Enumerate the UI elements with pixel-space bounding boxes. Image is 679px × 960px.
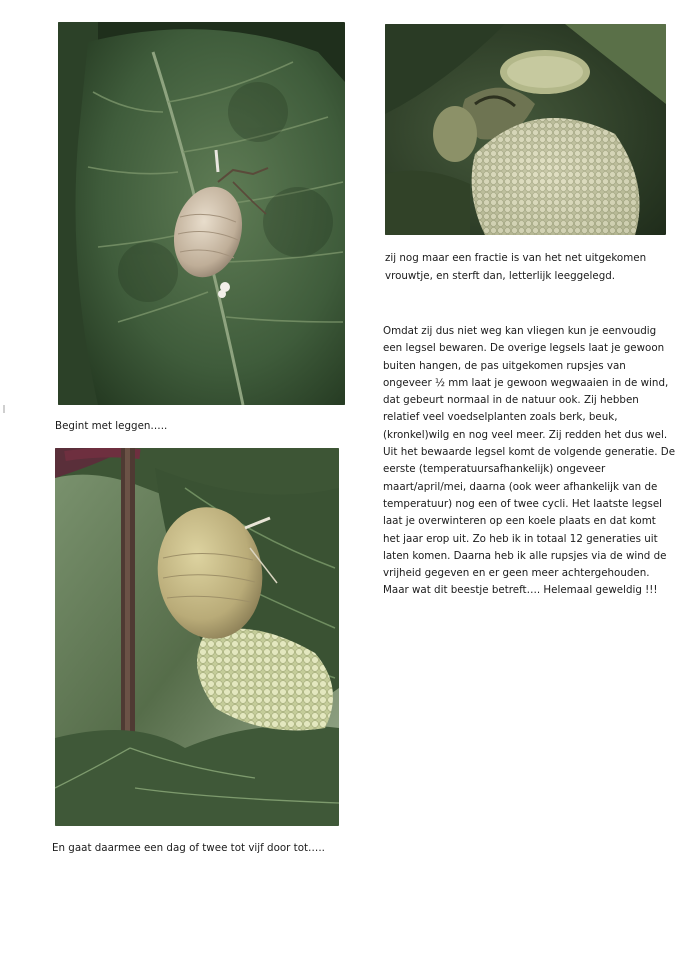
- body-line: laten komen. Daarna heb ik alle rupsjes via de wind de: [383, 549, 667, 562]
- body-line: buiten hangen, de pas uitgekomen rupsjes van: [383, 359, 626, 372]
- moth-laying-eggs-photo-icon: [55, 448, 339, 826]
- caption-line: vrouwtje, en sterft dan, letterlijk leeggelegd.: [385, 269, 616, 282]
- moth-on-leaf-photo-icon: [58, 22, 345, 405]
- body-paragraph: [383, 323, 675, 600]
- photo-moth-with-eggs: [385, 24, 666, 235]
- moth-with-eggs-photo-icon: [385, 24, 666, 235]
- body-line: relatief veel voedselplanten zoals berk, beuk,: [383, 411, 618, 424]
- caption-fraction-text: [385, 250, 646, 285]
- body-line: maart/april/mei, daarna (ook weer afhankelijk van de: [383, 480, 658, 493]
- caption-begins-laying: Begint met leggen…..: [55, 420, 168, 432]
- body-line: dat gebeurt normaal in de natuur ook. Zij hebben: [383, 394, 639, 407]
- caption-continues-days: En gaat daarmee een dag of twee tot vijf door tot…..: [52, 842, 325, 854]
- body-line: Uit het bewaarde legsel komt de volgende generatie. De: [383, 446, 676, 459]
- caption-line: zij nog maar een fractie is van het net uitgekomen: [385, 252, 647, 264]
- body-line: ongeveer ½ mm laat je gewoon wegwaaien in de wind,: [383, 376, 669, 389]
- body-line: een legsel bewaren. De overige legsels laat je gewoon: [383, 342, 665, 355]
- body-line: (kronkel)wilg en nog veel meer. Zij redden het dus wel.: [383, 428, 668, 441]
- photo-moth-laying-eggs: [55, 448, 339, 826]
- photo-moth-on-leaf: [58, 22, 345, 405]
- body-line: het jaar erop uit. Zo heb ik in totaal 12 generaties uit: [383, 532, 658, 545]
- body-line: laat je overwinteren op een koele plaats en dat komt: [383, 515, 656, 528]
- scan-speck: [3, 405, 5, 413]
- body-line: eerste (temperatuursafhankelijk) ongeveer: [383, 463, 606, 476]
- body-line: temperatuur) nog een of twee cycli. Het laatste legsel: [383, 497, 663, 510]
- body-line: Omdat zij dus niet weg kan vliegen kun je eenvoudig: [383, 325, 657, 337]
- body-line: Maar wat dit beestje betreft…. Helemaal geweldig !!!: [383, 584, 658, 597]
- body-line: vrijheid gegeven en er geen meer achtergehouden.: [383, 567, 650, 580]
